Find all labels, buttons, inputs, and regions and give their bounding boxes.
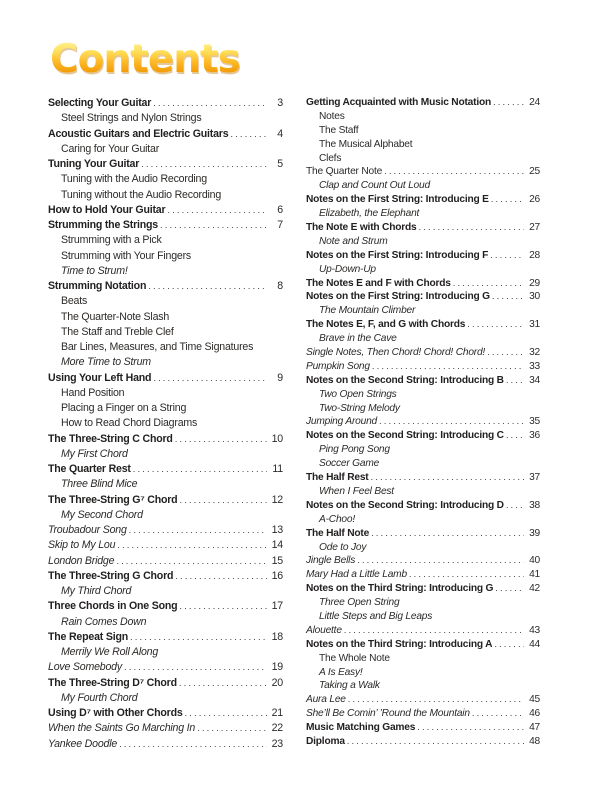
- toc-entry: [306, 96, 540, 110]
- toc-entry-label: The Musical Alphabet: [319, 138, 413, 150]
- dot-leader: [419, 221, 525, 235]
- toc-entry-label: Mary Had a Little Lamb: [306, 569, 407, 581]
- toc-entry-label: She’ll Be Comin’ ’Round the Mountain: [306, 708, 470, 720]
- toc-entry: [48, 584, 283, 599]
- dot-leader: [491, 193, 524, 207]
- toc-entry: [48, 721, 283, 736]
- page-number: 42: [529, 583, 540, 595]
- toc-entry-label: A-Choo!: [319, 513, 355, 525]
- toc-entry-label: Tuning Your Guitar: [48, 158, 140, 170]
- toc-entry-label: Two Open Strings: [319, 388, 397, 400]
- toc-entry-label: Acoustic Guitars and Electric Guitars: [48, 127, 229, 140]
- toc-entry: [306, 165, 540, 179]
- toc-entry-label: Rain Comes Down: [61, 615, 147, 628]
- toc-entry-label: Note and Strum: [319, 235, 388, 247]
- toc-entry: [48, 538, 283, 553]
- toc-entry: [48, 249, 283, 264]
- toc-entry: [48, 645, 283, 660]
- dot-leader: [492, 290, 524, 304]
- toc-entry: [48, 691, 283, 706]
- toc-entry-label: Love Somebody: [48, 661, 122, 674]
- dot-leader: [506, 374, 524, 388]
- dot-leader: [453, 277, 524, 291]
- toc-column-right: [306, 96, 540, 749]
- dot-leader: [179, 599, 267, 614]
- dot-leader: [371, 527, 524, 541]
- toc-entry: [48, 660, 283, 675]
- toc-entry: [306, 693, 540, 707]
- page-number: 16: [271, 569, 283, 582]
- toc-entry-label: Hand Position: [61, 386, 125, 399]
- toc-entry: [306, 429, 540, 443]
- dot-leader: [347, 735, 524, 749]
- toc-entry: [306, 485, 540, 499]
- dot-leader: [494, 638, 524, 652]
- toc-entry-label: Notes: [319, 110, 345, 122]
- toc-entry: [306, 346, 540, 360]
- toc-entry: [306, 541, 540, 555]
- page-number: 24: [529, 97, 540, 108]
- toc-entry-label: Up-Down-Up: [319, 263, 376, 275]
- dot-leader: [179, 676, 267, 691]
- toc-entry: [306, 277, 540, 291]
- page-number: 43: [529, 624, 540, 636]
- page-number: 15: [271, 554, 283, 567]
- toc-entry-label: Notes on the Second String: Introducing D: [306, 499, 504, 511]
- toc-column-left: [48, 96, 283, 752]
- toc-entry: [48, 523, 283, 538]
- toc-entry-label: Bar Lines, Measures, and Time Signatures: [61, 341, 254, 353]
- toc-entry: [48, 218, 283, 233]
- toc-entry-label: Strumming with a Pick: [61, 234, 162, 247]
- toc-entry-label: Three Blind Mice: [61, 478, 138, 491]
- dot-leader: [133, 462, 267, 477]
- toc-entry: [48, 508, 283, 523]
- page-number: 3: [277, 97, 283, 109]
- dot-leader: [506, 499, 524, 513]
- dot-leader: [487, 346, 524, 360]
- toc-entry: [48, 233, 283, 248]
- toc-entry: [306, 471, 540, 485]
- page-number: 31: [529, 319, 540, 331]
- page-number: 5: [277, 158, 283, 170]
- page-number: 23: [271, 737, 283, 750]
- page-number: 32: [529, 347, 540, 359]
- toc-entry-label: The Mountain Climber: [319, 305, 416, 317]
- dot-leader: [117, 538, 267, 553]
- toc-entry-label: Time to Strum!: [61, 264, 128, 277]
- dot-leader: [153, 96, 267, 111]
- toc-entry-label: The Note E with Chords: [306, 222, 417, 234]
- dot-leader: [124, 660, 267, 675]
- toc-entry: [306, 235, 540, 249]
- toc-entry: [48, 340, 283, 355]
- toc-entry-label: Alouette: [306, 624, 342, 636]
- page-number: 29: [529, 277, 540, 289]
- page-number: 27: [529, 222, 540, 234]
- toc-entry-label: The Quarter Rest: [48, 463, 131, 475]
- page-title: Contents: [50, 37, 240, 82]
- toc-entry: [48, 416, 283, 431]
- toc-entry-label: Placing a Finger on a String: [61, 402, 187, 414]
- dot-leader: [372, 360, 524, 374]
- toc-entry-label: How to Read Chord Diagrams: [61, 417, 198, 430]
- dot-leader: [179, 493, 267, 508]
- toc-entry-label: The Repeat Sign: [48, 630, 128, 643]
- toc-entry-label: Clap and Count Out Loud: [319, 180, 430, 192]
- toc-entry-label: Notes on the First String: Introducing F: [306, 249, 489, 261]
- toc-entry: [48, 477, 283, 492]
- dot-leader: [348, 693, 524, 707]
- dot-leader: [495, 582, 524, 596]
- toc-entry: [306, 568, 540, 582]
- toc-entry: [306, 666, 540, 680]
- toc-entry-label: Three Chords in One Song: [48, 600, 178, 613]
- toc-entry-label: How to Hold Your Guitar: [48, 203, 166, 216]
- dot-leader: [167, 203, 267, 218]
- toc-entry: [48, 554, 283, 569]
- toc-entry: [306, 457, 540, 471]
- toc-entry-label: Notes on the First String: Introducing E: [306, 194, 489, 206]
- toc-entry-label: Jingle Bells: [306, 555, 356, 567]
- page-number: 48: [529, 735, 540, 747]
- dot-leader: [148, 279, 267, 294]
- toc-entry-label: Soccer Game: [319, 458, 380, 470]
- dot-leader: [185, 706, 267, 721]
- toc-entry-label: Strumming with Your Fingers: [61, 249, 192, 262]
- toc-entry: [48, 462, 283, 477]
- toc-entry: [306, 499, 540, 513]
- toc-entry: [48, 371, 283, 386]
- page-number: 28: [529, 249, 540, 261]
- page-number: 19: [271, 661, 283, 674]
- toc-entry-label: Clefs: [319, 152, 342, 164]
- page-number: 18: [271, 630, 283, 643]
- dot-leader: [506, 429, 524, 443]
- toc-entry-label: Aura Lee: [306, 694, 346, 706]
- toc-entry-label: Notes on the Third String: Introducing A: [306, 638, 493, 650]
- dot-leader: [130, 630, 267, 645]
- page-number: 25: [529, 166, 540, 178]
- toc-entry: [306, 304, 540, 318]
- page-number: 38: [529, 499, 540, 511]
- toc-entry-label: Diploma: [306, 735, 345, 747]
- toc-entry-label: The Three-String C Chord: [48, 432, 173, 445]
- toc-entry: [306, 374, 540, 388]
- dot-leader: [467, 318, 524, 332]
- toc-entry: [306, 513, 540, 527]
- toc-entry: [306, 263, 540, 277]
- dot-leader: [175, 569, 267, 584]
- dot-leader: [472, 707, 524, 721]
- toc-entry: [306, 332, 540, 346]
- toc-entry-label: Getting Acquainted with Music Notation: [306, 97, 492, 108]
- toc-entry-label: The Whole Note: [319, 652, 390, 664]
- toc-entry-label: Brave in the Cave: [319, 333, 397, 345]
- toc-entry-label: Jumping Around: [306, 416, 378, 428]
- page-number: 21: [271, 707, 283, 719]
- toc-entry: [306, 179, 540, 193]
- toc-entry: [48, 111, 283, 126]
- toc-entry: [306, 624, 540, 638]
- dot-leader: [493, 96, 524, 110]
- page-number: 41: [529, 569, 540, 581]
- toc-entry: [48, 279, 283, 294]
- toc-entry: [48, 142, 283, 157]
- toc-entry: [48, 294, 283, 309]
- toc-entry: [48, 96, 283, 111]
- page-number: 44: [529, 638, 540, 650]
- toc-entry-label: Little Steps and Big Leaps: [319, 610, 433, 622]
- toc-entry: [306, 388, 540, 402]
- toc-entry: [48, 401, 283, 416]
- toc-entry: [48, 447, 283, 462]
- toc-entry-label: Ping Pong Song: [319, 444, 390, 456]
- page-number: 13: [271, 524, 283, 536]
- toc-entry-label: Pumpkin Song: [306, 360, 370, 372]
- page-number: 33: [529, 360, 540, 372]
- toc-entry: [306, 138, 540, 152]
- toc-entry-label: My Fourth Chord: [61, 691, 138, 704]
- toc-entry: [306, 735, 540, 749]
- toc-entry-label: Ode to Joy: [319, 541, 367, 553]
- page-number: 11: [272, 463, 283, 475]
- toc-entry: [48, 386, 283, 401]
- toc-entry: [306, 596, 540, 610]
- toc-entry: [48, 310, 283, 325]
- page-number: 46: [529, 708, 540, 720]
- page-number: 26: [529, 194, 540, 206]
- toc-entry: [306, 124, 540, 138]
- dot-leader: [119, 737, 267, 752]
- toc-entry-label: Elizabeth, the Elephant: [319, 208, 420, 220]
- toc-entry-label: Three Open String: [319, 597, 400, 609]
- page-number: 9: [277, 371, 283, 384]
- toc-entry: [48, 676, 283, 691]
- toc-entry: [48, 157, 283, 172]
- toc-entry: [48, 630, 283, 645]
- toc-entry-label: Troubadour Song: [48, 524, 127, 536]
- dot-leader: [129, 523, 267, 538]
- page-number: 12: [271, 493, 283, 506]
- toc-entry: [306, 360, 540, 374]
- toc-entry: [306, 554, 540, 568]
- toc-entry-label: The Three-String G Chord: [48, 569, 174, 582]
- toc-entry-label: Two-String Melody: [319, 402, 400, 414]
- toc-entry-label: The Quarter Note: [306, 166, 383, 178]
- dot-leader: [160, 218, 267, 233]
- toc-entry: [48, 569, 283, 584]
- page-number: 17: [271, 600, 283, 613]
- toc-entry-label: Notes on the Second String: Introducing B: [306, 374, 504, 386]
- toc-entry-label: When the Saints Go Marching In: [48, 722, 196, 735]
- toc-entry-label: Merrily We Roll Along: [61, 646, 159, 658]
- dot-leader: [417, 721, 524, 735]
- page-number: 39: [529, 527, 540, 539]
- page-number: 37: [529, 472, 540, 484]
- dot-leader: [197, 721, 267, 736]
- page-number: 20: [271, 676, 283, 689]
- toc-entry-label: Skip to My Lou: [48, 539, 116, 552]
- toc-entry: [306, 207, 540, 221]
- toc-entry-label: Tuning with the Audio Recording: [61, 173, 207, 186]
- dot-leader: [371, 471, 525, 485]
- toc-entry-label: The Notes E, F, and G with Chords: [306, 319, 466, 331]
- page-number: 30: [529, 291, 540, 303]
- page-number: 8: [277, 280, 283, 292]
- toc-entry: [306, 652, 540, 666]
- toc-entry: [48, 264, 283, 279]
- page-number: 34: [529, 374, 540, 386]
- toc-entry: [306, 707, 540, 721]
- dot-leader: [357, 554, 524, 568]
- toc-entry: [306, 527, 540, 541]
- page-number: 36: [529, 430, 540, 442]
- page-number: 7: [277, 219, 283, 231]
- toc-entry-label: The Three-String D⁷ Chord: [48, 676, 177, 689]
- toc-entry-label: The Staff: [319, 124, 359, 136]
- toc-entry: [48, 203, 283, 218]
- toc-entry: [306, 249, 540, 263]
- toc-entry: [48, 355, 283, 370]
- page-number: 10: [271, 432, 283, 445]
- toc-entry: [306, 152, 540, 166]
- toc-entry-label: The Half Note: [306, 527, 370, 539]
- dot-leader: [230, 127, 267, 142]
- toc-entry-label: Music Matching Games: [306, 722, 416, 734]
- toc-entry-label: My Second Chord: [61, 508, 143, 521]
- toc-entry: [306, 290, 540, 304]
- toc-entry-label: Beats: [61, 295, 88, 308]
- toc-entry-label: Taking a Walk: [319, 680, 380, 692]
- toc-entry-label: Yankee Doodle: [48, 737, 118, 750]
- toc-entry-label: Notes on the Second String: Introducing C: [306, 430, 504, 442]
- toc-entry-label: London Bridge: [48, 554, 115, 567]
- toc-entry-label: Single Notes, Then Chord! Chord! Chord!: [306, 347, 486, 359]
- toc-entry-label: The Three-String G⁷ Chord: [48, 493, 178, 506]
- dot-leader: [409, 568, 524, 582]
- toc-entry-label: Using D⁷ with Other Chords: [48, 707, 183, 719]
- toc-entry: [306, 443, 540, 457]
- toc-entry: [48, 599, 283, 614]
- toc-entry: [306, 415, 540, 429]
- toc-entry: [48, 432, 283, 447]
- toc-entry: [306, 610, 540, 624]
- page-number: 40: [529, 555, 540, 567]
- toc-entry: [306, 679, 540, 693]
- dot-leader: [344, 624, 524, 638]
- toc-entry: [48, 737, 283, 752]
- page-number: 4: [277, 127, 283, 140]
- toc-entry-label: Tuning without the Audio Recording: [61, 188, 222, 201]
- toc-entry-label: My Third Chord: [61, 585, 132, 597]
- page-number: 22: [271, 722, 283, 735]
- toc-entry: [48, 615, 283, 630]
- toc-entry: [48, 325, 283, 340]
- page-number: 45: [529, 694, 540, 706]
- page-number: 14: [271, 539, 283, 552]
- toc-entry: [306, 402, 540, 416]
- dot-leader: [153, 371, 267, 386]
- toc-entry: [306, 318, 540, 332]
- toc-entry: [48, 188, 283, 203]
- toc-entry-label: Notes on the Third String: Introducing G: [306, 583, 494, 595]
- page-number: 35: [529, 416, 540, 428]
- toc-entry-label: My First Chord: [61, 447, 128, 460]
- toc-entry-label: Caring for Your Guitar: [61, 142, 160, 155]
- toc-entry-label: More Time to Strum: [61, 356, 151, 369]
- dot-leader: [141, 157, 267, 172]
- dot-leader: [175, 432, 267, 447]
- toc-entry: [48, 172, 283, 187]
- toc-entry-label: The Half Rest: [306, 472, 369, 484]
- toc-entry: [48, 706, 283, 721]
- page-number: 6: [277, 203, 283, 216]
- toc-entry-label: Strumming the Strings: [48, 219, 158, 231]
- toc-entry-label: The Quarter-Note Slash: [61, 310, 170, 323]
- toc-entry: [306, 582, 540, 596]
- dot-leader: [116, 554, 267, 569]
- toc-entry: [306, 638, 540, 652]
- dot-leader: [379, 415, 524, 429]
- dot-leader: [384, 165, 524, 179]
- toc-entry-label: Selecting Your Guitar: [48, 97, 152, 109]
- toc-entry-label: Notes on the First String: Introducing G: [306, 291, 490, 303]
- toc-entry-label: When I Feel Best: [319, 485, 394, 497]
- toc-entry-label: A Is Easy!: [319, 666, 363, 678]
- toc-entry: [48, 127, 283, 142]
- toc-entry-label: The Staff and Treble Clef: [61, 325, 174, 338]
- toc-entry: [306, 221, 540, 235]
- toc-entry-label: Steel Strings and Nylon Strings: [61, 112, 202, 125]
- toc-entry: [306, 721, 540, 735]
- dot-leader: [490, 249, 524, 263]
- toc-entry: [306, 193, 540, 207]
- toc-entry-label: The Notes E and F with Chords: [306, 277, 451, 289]
- toc-entry: [48, 493, 283, 508]
- toc-entry: [306, 110, 540, 124]
- toc-entry-label: Strumming Notation: [48, 280, 147, 292]
- toc-entry-label: Using Your Left Hand: [48, 371, 152, 384]
- page-number: 47: [529, 722, 540, 734]
